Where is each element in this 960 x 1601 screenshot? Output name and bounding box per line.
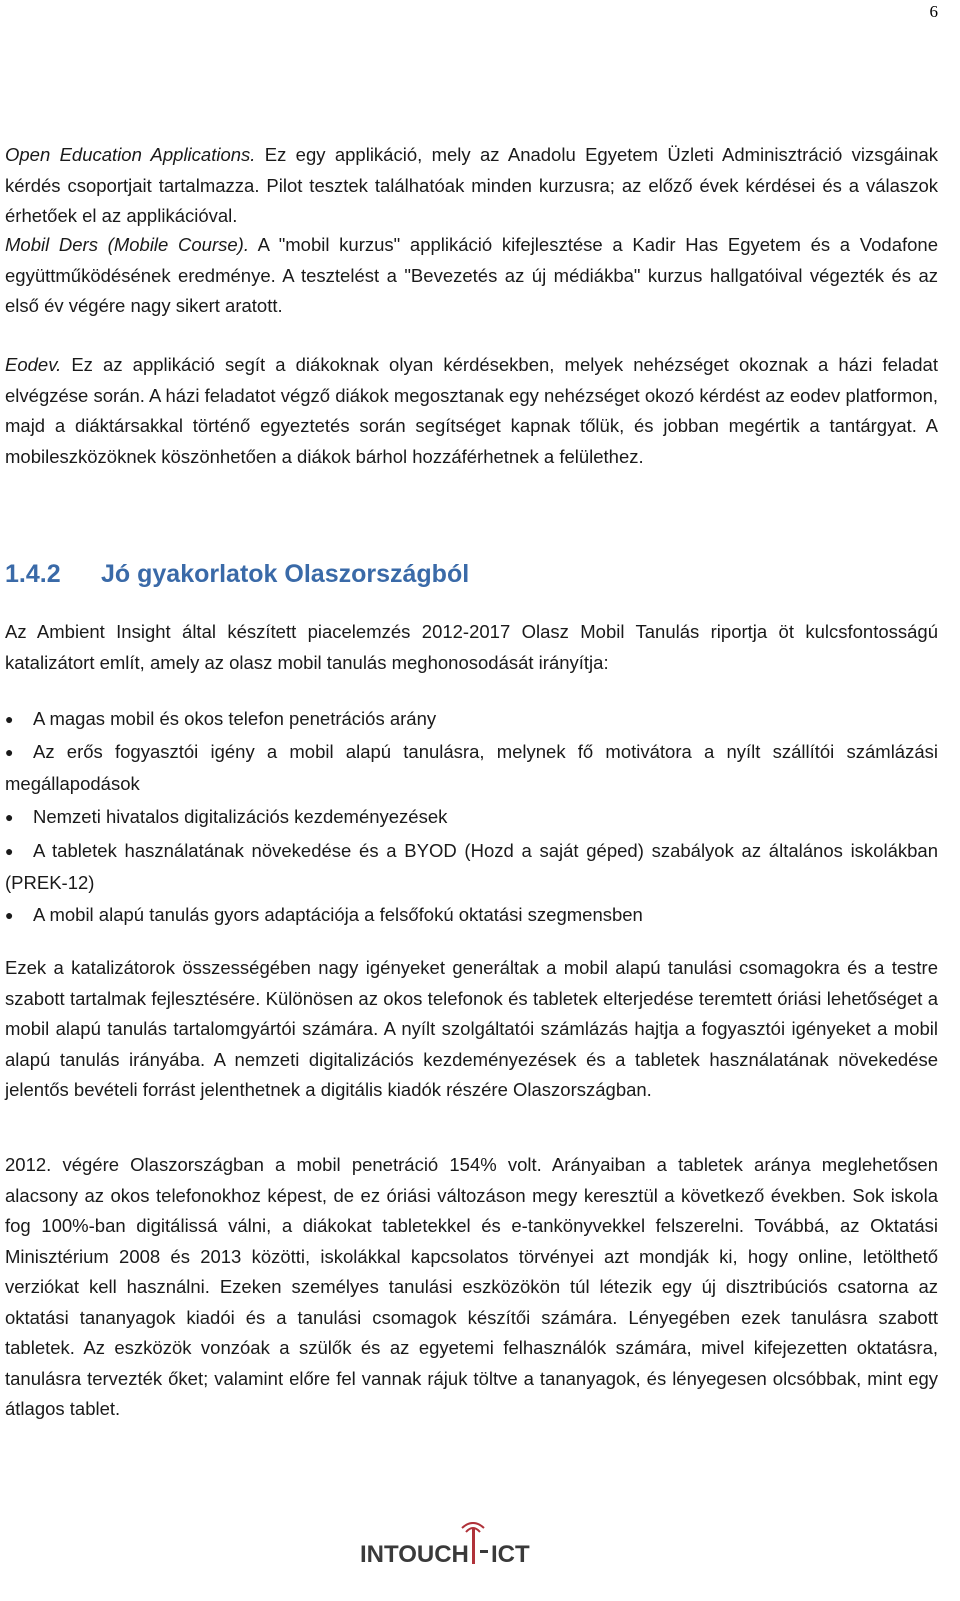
list-item: ● A mobil alapú tanulás gyors adaptációja a felsőfokú oktatási szegmensben bbox=[5, 899, 938, 931]
bullet-icon: ● bbox=[5, 711, 14, 727]
list-item: ● A tabletek használatának növekedése és a BYOD (Hozd a saját géped) szabályok az általános iskolákban (PREK-12) bbox=[5, 835, 938, 899]
app-name-open-education: Open Education Applications. bbox=[5, 144, 256, 165]
paragraph-text: Ez egy applikáció, mely az Anadolu Egyetem Üzleti Adminisztráció vizsgáinak kérdés csoportjait tartalmazza. Pilot tesztek találhatóak minden kurzusra; az előző évek kérdései és a válaszok érhetőek el az applikációval. bbox=[5, 144, 938, 226]
intouch-ict-logo bbox=[360, 1522, 540, 1572]
bullet-icon: ● bbox=[5, 744, 14, 760]
logo-dash bbox=[480, 1550, 488, 1553]
section-title: Jó gyakorlatok Olaszországból bbox=[101, 560, 470, 588]
page-number: 6 bbox=[929, 2, 938, 21]
section-heading bbox=[5, 560, 469, 589]
paragraph-text: Ez az applikáció segít a diákoknak olyan kérdésekben, melyek nehézséget okoznak a házi feladat elvégzése során. A házi feladatot végző diákok megosztanak egy nehézséget okozó kérdést az eodev platformon, majd a diáktársakkal történő egyeztetés során segítséget kapnak tőlük, és jobban megértik a tantárgyat. A mobileszközöknek köszönhetően a diákok bárhol hozzáférhetnek a felülethez. bbox=[5, 354, 938, 467]
paragraph-penetration: 2012. végére Olaszországban a mobil penetráció 154% volt. Arányaiban a tabletek aránya meglehetősen alacsony az okos telefonokhoz képest, de ez óriási változáson megy keresztül a következő években. Sok iskola fog 100%-ban digitálissá válni, a diákokat tabletekkel és e-tankönyvekkel felszerelni. Továbbá, az Oktatási Minisztérium 2008 és 2013 közötti, iskolákkal kapcsolatos törvényei azt mondják ki, hogy online, letölthető verziókat kell használni. Ezeken személyes tanulási eszközökön túl létezik egy új disztribúciós csatorna az oktatási tananyagok kiadói és a tanulási csomagok készítői számára. Lényegében ezek tanulásra szabott tabletek. Az eszközök vonzóak a szülők és az egyetemi felhasználók számára, mivel kifejezetten oktatásra, tanulásra tervezték őket; valamint előre fel vannak rájuk töltve a tananyagok, és lényegesen olcsóbbak, mint egy átlagos tablet. bbox=[5, 1154, 938, 1419]
list-item: ● Az erős fogyasztói igény a mobil alapú tanulásra, melynek fő motivátora a nyílt szállítói számlázási megállapodások bbox=[5, 736, 938, 800]
app-name-eodev: Eodev. bbox=[5, 354, 62, 375]
paragraph-ambient-insight: Az Ambient Insight által készített piacelemzés 2012-2017 Olasz Mobil Tanulás riportja öt kulcsfontosságú katalizátort említ, amely az olasz mobil tanulás meghonosodását irányítja: bbox=[5, 621, 938, 673]
logo-text-ict: ICT bbox=[491, 1541, 530, 1568]
paragraph-open-education bbox=[5, 140, 938, 232]
paragraph-catalysts: Ezek a katalizátorok összességében nagy igényeket generáltak a mobil alapú tanulási csomagokra és a testre szabott tartalmak fejlesztésére. Különösen az okos telefonok és tabletek elterjedése teremtett óriási lehetőséget a mobil alapú tanulás tartalomgyártói számára. A nyílt szolgáltatói számlázás hajtja a fogyasztói igényeket a mobil alapú tanulás irányába. A nemzeti digitalizációs kezdeményezések és a tabletek használatának növekedése jelentős bevételi forrást jelenthetnek a digitális kiadók részére Olaszországban. bbox=[5, 957, 938, 1100]
paragraph-eodev bbox=[5, 350, 938, 472]
bullet-icon: ● bbox=[5, 907, 14, 923]
paragraph-mobil-ders bbox=[5, 230, 938, 322]
section-number: 1.4.2 bbox=[5, 560, 61, 588]
bullet-icon: ● bbox=[5, 843, 14, 859]
list-item: ● A magas mobil és okos telefon penetrációs arány bbox=[5, 703, 938, 735]
logo-antenna bbox=[472, 1528, 475, 1564]
paragraph-text: A "mobil kurzus" applikáció kifejlesztése a Kadir Has Egyetem és a Vodafone együttműködésének eredménye. A tesztelést a "Bevezetés az új médiákba" kurzus hallgatóival végezték és az első év végére nagy sikert aratott. bbox=[5, 234, 938, 316]
list-item: ● Nemzeti hivatalos digitalizációs kezdeményezések bbox=[5, 801, 938, 833]
logo-text-intouch: INTOUCH bbox=[360, 1541, 469, 1568]
bullet-icon: ● bbox=[5, 809, 14, 825]
app-name-mobil-ders: Mobil Ders (Mobile Course). bbox=[5, 234, 249, 255]
